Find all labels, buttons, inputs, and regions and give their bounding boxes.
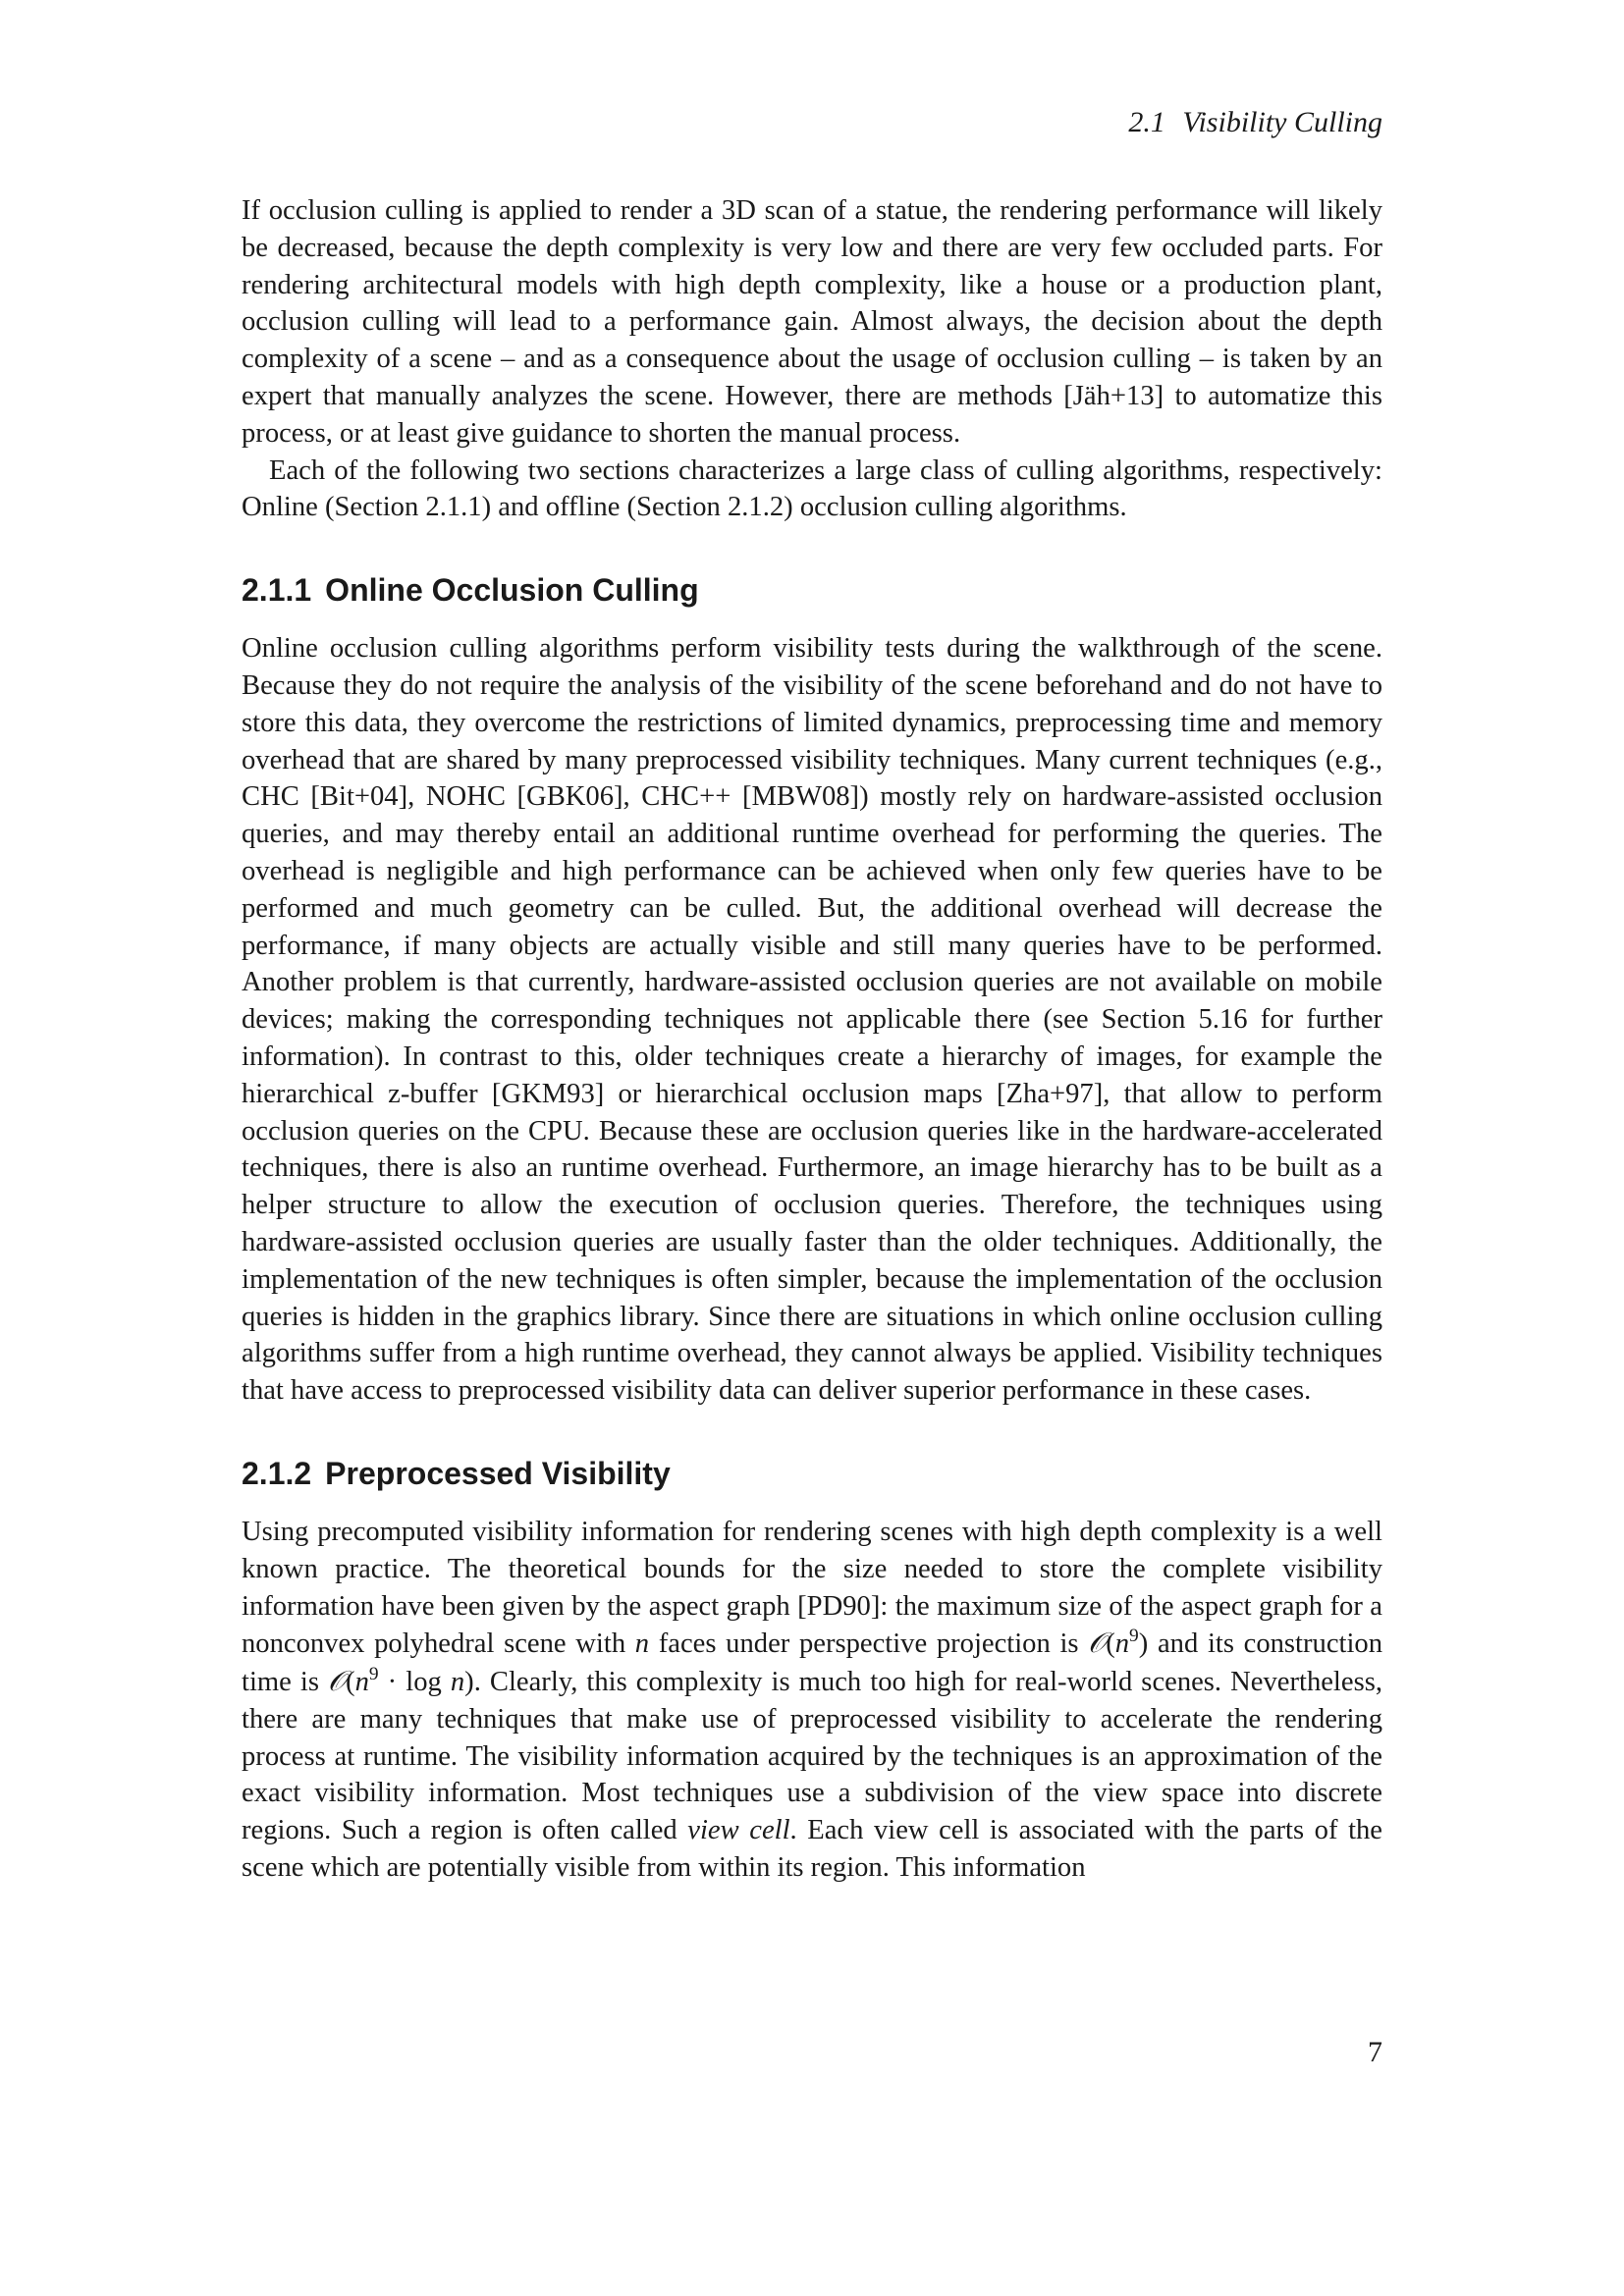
online-occlusion-paragraph: Online occlusion culling algorithms perform visibility tests during the walkthrough of the scene. Because they do not require the analysis of the visibility of the scene beforehand and do not have to store this data, they overcome the restrictions of limited dynamics, preprocessing time and memory overhead that are shared by many preprocessed visibility techniques. Many current techniques (e.g., CHC [Bit+04], NOHC [GBK06], CHC++ [MBW08]) mostly rely on hardware-assisted occlusion queries, and may thereby entail an additional runtime overhead for performing the queries. The overhead is negligible and high performance can be achieved when only few queries have to be performed and much geometry can be culled. But, the additional overhead will decrease the performance, if many objects are actually visible and still many queries have to be performed. Another problem is that currently, hardware-assisted occlusion queries are not available on mobile devices; making the corresponding techniques not applicable there (see Section 5.16 for further information). In contrast to this, older techniques create a hierarchy of images, for example the hierarchical z-buffer [GKM93] or hierarchical occlusion maps [Zha+97], that allow to perform occlusion queries on the CPU. Because these are occlusion queries like in the hardware-accelerated techniques, there is also an runtime overhead. Furthermore, an image hierarchy has to be built as a helper structure to allow the execution of occlusion queries. Therefore, the techniques using hardware-assisted occlusion queries are usually faster than the older techniques. Additionally, the implementation of the new techniques is often simpler, because the implementation of the occlusion queries is hidden in the graphics library. Since there are situations in which online occlusion culling algorithms suffer from a high runtime overhead, they cannot always be applied. Visibility techniques that have access to preprocessed visibility data can deliver superior performance in these cases. — [242, 633, 1382, 1407]
running-head-section-number: 2.1 — [1128, 106, 1165, 138]
running-head — [1128, 108, 1382, 137]
term-view-cell: view cell — [687, 1815, 790, 1846]
math-paren: ( — [1106, 1629, 1115, 1660]
math-variable-n: n — [634, 1629, 650, 1660]
running-head-section-title: Visibility Culling — [1182, 106, 1382, 138]
section-title: Online Occlusion Culling — [325, 572, 699, 609]
intro-paragraph-1: If occlusion culling is applied to render a 3D scan of a statue, the rendering performance will likely be decreased, because the depth complexity is very low and there are very few occluded parts. For rendering architectural models with high depth complexity, like a house or a production plant, occlusion culling will lead to a performance gain. Almost always, the decision about the depth complexity of a scene – and as a consequence about the usage of occlusion culling – is taken by an expert that manually analyzes the scene. However, there are methods [Jäh+13] to automatize this process, or at least give guidance to shorten the manual process. — [242, 195, 1382, 449]
math-dot-log: · log — [378, 1667, 451, 1698]
math-variable-n: n — [354, 1667, 369, 1698]
section-heading-online-occlusion-culling — [242, 571, 1382, 609]
big-o-symbol: 𝒪 — [1088, 1626, 1107, 1660]
section-title: Preprocessed Visibility — [325, 1455, 671, 1491]
preprocessed-visibility-paragraph — [242, 1514, 1382, 1887]
big-o-symbol: 𝒪 — [328, 1664, 347, 1698]
text-segment: faces under perspective projection is — [649, 1629, 1089, 1660]
math-paren: ) — [464, 1667, 474, 1698]
section-heading-preprocessed-visibility — [242, 1455, 1382, 1492]
text-segment: . Each view cell is associated with the parts of the scene which are potentially visible from within its region. This information — [242, 1815, 1382, 1884]
page-body — [242, 192, 1382, 1887]
math-paren: ) — [1138, 1629, 1149, 1660]
section-number: 2.1.2 — [242, 1455, 312, 1491]
text-segment: and its construction time is — [242, 1629, 1382, 1698]
math-exponent: 9 — [368, 1663, 379, 1684]
page-number: 7 — [1368, 2036, 1382, 2068]
math-variable-n: n — [1114, 1629, 1130, 1660]
text-segment: Using precomputed visibility information for rendering scenes with high depth complexity is a well known practice. The theoretical bounds for the size needed to store the complete visibility information have been given by the aspect graph [PD90]: the maximum size of the aspect graph for a nonconvex polyhedral scene with — [242, 1516, 1382, 1660]
intro-paragraph-2: Each of the following two sections characterizes a large class of culling algorithms, respectively: Online (Section 2.1.1) and offline (Section 2.1.2) occlusion culling algorithms. — [242, 454, 1382, 523]
math-exponent: 9 — [1129, 1625, 1139, 1646]
section-number: 2.1.1 — [242, 572, 312, 609]
math-variable-n: n — [450, 1667, 465, 1698]
text-segment: . Clearly, this complexity is much too high for real-world scenes. Nevertheless, there are many techniques that make use of preprocessed visibility to accelerate the rendering process at runtime. The visibility information acquired by the techniques is an approximation of the exact visibility information. Most techniques use a subdivision of the view space into discrete regions. Such a region is often called — [242, 1667, 1382, 1846]
math-paren: ( — [346, 1667, 355, 1698]
